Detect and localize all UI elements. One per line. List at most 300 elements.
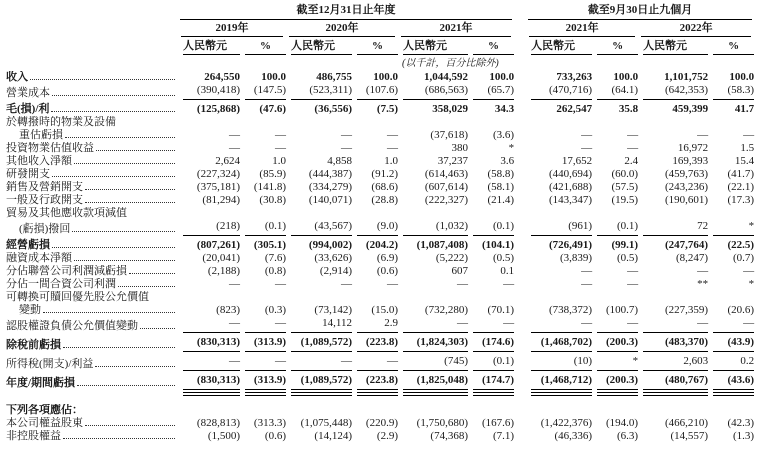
- value-text: (227,359): [664, 304, 709, 316]
- value-cell: [352, 252, 398, 265]
- column-gap: [514, 265, 526, 278]
- value-cell: [468, 265, 514, 278]
- value-cell: [526, 304, 592, 317]
- value-text: (14,557): [670, 430, 709, 442]
- value-cell: [240, 371, 286, 390]
- value-text: *: [508, 142, 515, 154]
- value-text: —: [229, 129, 240, 141]
- rmb-header: 人民幣元: [638, 37, 708, 55]
- row-label: [6, 220, 178, 236]
- value-cell: [592, 304, 638, 317]
- value-text: (20,041): [202, 252, 240, 264]
- double-rule: [531, 392, 592, 396]
- table-row: [6, 129, 754, 142]
- value-text: 262,547: [556, 103, 593, 115]
- value-text: —: [341, 142, 352, 154]
- value-cell: [468, 181, 514, 194]
- value-text: (828,813): [196, 417, 240, 429]
- value-cell: [398, 142, 468, 155]
- value-cell: [398, 236, 468, 252]
- row-label-text: 一般及行政開支: [6, 194, 83, 206]
- value-text: —: [643, 317, 708, 333]
- value-cell: [398, 220, 468, 236]
- value-text: 1,101,752: [664, 71, 709, 83]
- value-text: (58.1): [487, 181, 515, 193]
- value-cell: [526, 129, 592, 142]
- column-gap: [514, 317, 526, 333]
- value-text: (1,032): [403, 220, 468, 236]
- row-label-text: 分佔一間合資公司利潤: [6, 278, 116, 290]
- row-label-text: 變動: [19, 304, 41, 316]
- value-cell: [708, 129, 754, 142]
- row-label-text: 融資成本淨額: [6, 252, 72, 264]
- value-text: (8,247): [675, 252, 709, 264]
- leader-dots: [43, 311, 175, 313]
- leader-dots: [77, 384, 175, 386]
- value-text: (0.1): [473, 352, 514, 371]
- value-cell: [352, 129, 398, 142]
- value-text: (243,236): [664, 181, 709, 193]
- value-cell: [708, 142, 754, 155]
- column-gap: [514, 55, 526, 71]
- value-cell: [352, 84, 398, 100]
- value-text: (483,370): [643, 333, 708, 352]
- value-cell: [592, 194, 638, 207]
- column-gap: [514, 390, 526, 397]
- value-text: (20.6): [727, 304, 755, 316]
- value-cell: [708, 71, 754, 84]
- value-cell: [592, 430, 638, 443]
- value-text: (0.1): [245, 220, 286, 236]
- value-text: (1,468,712): [531, 371, 592, 390]
- value-text: 264,550: [204, 71, 240, 83]
- table-row: [6, 352, 754, 371]
- value-cell: [240, 142, 286, 155]
- value-text: (7.6): [264, 252, 286, 264]
- value-text: (0.5): [492, 252, 515, 264]
- value-cell: [526, 71, 592, 84]
- value-text: —: [387, 278, 398, 290]
- value-cell: [286, 417, 352, 430]
- value-text: 100.0: [489, 71, 515, 83]
- value-cell: [468, 168, 514, 181]
- value-text: (0.3): [264, 304, 286, 316]
- spacer-row: [6, 397, 754, 404]
- value-cell: [352, 220, 398, 236]
- value-cell: [708, 84, 754, 100]
- value-cell: [592, 417, 638, 430]
- value-text: (313.9): [245, 371, 286, 390]
- double-rule-cell: [526, 390, 592, 397]
- row-label-text: (虧損)撥回: [19, 223, 71, 235]
- value-text: 733,263: [556, 71, 593, 83]
- value-text: (1.3): [732, 430, 755, 442]
- value-text: 100.0: [729, 71, 755, 83]
- value-cell: [352, 430, 398, 443]
- value-text: (726,491): [548, 239, 593, 251]
- value-cell: [352, 417, 398, 430]
- value-cell: [178, 129, 240, 142]
- value-cell: [708, 417, 754, 430]
- table-row: [6, 84, 754, 100]
- value-text: (222,327): [424, 194, 468, 206]
- row-label: [6, 236, 178, 252]
- value-cell: [286, 84, 352, 100]
- value-cell: [468, 129, 514, 142]
- value-text: —: [275, 129, 286, 141]
- value-text: (1,468,702): [531, 333, 592, 352]
- leader-dots: [85, 201, 175, 203]
- value-cell: [526, 168, 592, 181]
- row-label: 貿易及其他應收款項減值: [6, 207, 127, 219]
- value-cell: [398, 71, 468, 84]
- value-cell: [178, 236, 240, 252]
- row-label: [6, 181, 178, 194]
- value-text: 2,624: [215, 155, 240, 167]
- value-text: (10): [531, 352, 592, 371]
- value-cell: [286, 220, 352, 236]
- value-cell: [526, 84, 592, 100]
- value-text: (440,694): [548, 168, 593, 180]
- leader-dots: [118, 285, 175, 287]
- currency-header-row: [6, 37, 754, 55]
- group-header-annual-label: 截至12月31日止年度: [180, 4, 512, 20]
- value-text: (2.9): [376, 430, 398, 442]
- row-label-text: 毛(損)/利: [6, 103, 50, 115]
- row-label-text: 所得稅(開支)/利益: [6, 358, 94, 370]
- year-header-2021-9m: 2021年: [526, 20, 638, 37]
- value-text: —: [341, 129, 352, 141]
- value-cell: [240, 155, 286, 168]
- value-cell: [708, 252, 754, 265]
- row-label: [6, 129, 178, 142]
- double-rule-cell: [708, 390, 754, 397]
- value-text: (0.6): [264, 430, 286, 442]
- value-text: —: [229, 142, 240, 154]
- row-label-text: 重估虧損: [19, 129, 63, 141]
- value-text: (204.2): [365, 239, 398, 251]
- value-cell: [286, 168, 352, 181]
- value-text: (334,279): [308, 181, 352, 193]
- double-rule: [291, 392, 352, 396]
- value-cell: [708, 304, 754, 317]
- row-label-text: 年度/期間虧損: [6, 377, 76, 389]
- value-cell: [352, 333, 398, 352]
- double-rule: [245, 392, 286, 396]
- leader-dots: [72, 230, 175, 232]
- row-label-text: 本公司權益股東: [6, 417, 83, 429]
- value-text: (830,313): [183, 371, 240, 390]
- value-text: (994,002): [308, 239, 352, 251]
- value-cell: [526, 220, 592, 236]
- value-text: **: [697, 278, 709, 290]
- column-gap: [514, 37, 526, 55]
- label-row: [6, 291, 754, 304]
- leader-dots: [63, 346, 175, 348]
- value-text: (43.6): [713, 371, 754, 390]
- double-rule-cell: [638, 390, 708, 397]
- column-gap: [514, 352, 526, 371]
- value-cell: [240, 236, 286, 252]
- value-cell: [638, 142, 708, 155]
- value-text: 41.7: [734, 103, 755, 115]
- value-cell: [638, 194, 708, 207]
- value-cell: [286, 430, 352, 443]
- value-cell: [178, 100, 240, 116]
- value-text: (390,418): [183, 84, 240, 100]
- value-cell: [468, 317, 514, 333]
- table-row: [6, 220, 754, 236]
- column-gap: [514, 84, 526, 100]
- value-cell: [398, 129, 468, 142]
- row-label-text: 銷售及營銷開支: [6, 181, 83, 193]
- value-cell: [526, 252, 592, 265]
- double-rule-cell: [468, 390, 514, 397]
- value-cell: [592, 71, 638, 84]
- value-cell: [240, 417, 286, 430]
- row-label: [6, 304, 178, 317]
- value-text: 358,029: [432, 103, 468, 115]
- value-text: (22.1): [727, 181, 755, 193]
- value-text: (1,089,572): [291, 333, 352, 352]
- value-cell: [398, 304, 468, 317]
- value-cell: [178, 155, 240, 168]
- value-text: (1,422,376): [540, 417, 593, 429]
- value-cell: [708, 317, 754, 333]
- pct-header: %: [708, 37, 754, 55]
- section-label: 下列各項應佔：: [6, 404, 83, 416]
- value-cell: [708, 100, 754, 116]
- row-label-text: 收入: [6, 71, 28, 83]
- table-row: [6, 168, 754, 181]
- value-text: (140,071): [308, 194, 352, 206]
- value-cell: [398, 168, 468, 181]
- value-cell: [352, 168, 398, 181]
- value-cell: [240, 220, 286, 236]
- value-text: —: [183, 317, 240, 333]
- value-text: (74,368): [430, 430, 468, 442]
- label-row: [6, 116, 754, 129]
- value-cell: [352, 352, 398, 371]
- value-text: (807,261): [196, 239, 240, 251]
- value-text: (147.5): [245, 84, 286, 100]
- value-cell: [240, 333, 286, 352]
- value-text: (2,914): [319, 265, 352, 277]
- value-cell: [286, 71, 352, 84]
- value-text: 4,858: [327, 155, 352, 167]
- value-cell: [526, 265, 592, 278]
- row-label: [6, 317, 178, 333]
- value-cell: [638, 100, 708, 116]
- value-cell: [592, 100, 638, 116]
- column-gap: [514, 278, 526, 291]
- value-cell: [526, 352, 592, 371]
- value-cell: [592, 252, 638, 265]
- row-label: [6, 333, 178, 352]
- column-gap: [514, 129, 526, 142]
- value-text: (223.8): [357, 371, 398, 390]
- group-header-interim-label: 截至9月30日止九個月: [528, 4, 752, 20]
- value-cell: [638, 252, 708, 265]
- value-cell: [286, 236, 352, 252]
- value-text: (313.3): [253, 417, 286, 429]
- value-cell: [468, 155, 514, 168]
- table-row: [6, 417, 754, 430]
- value-cell: [352, 236, 398, 252]
- value-text: (30.8): [259, 194, 286, 206]
- value-text: 34.3: [494, 103, 515, 115]
- value-text: 1.0: [272, 155, 286, 167]
- column-gap: [514, 252, 526, 265]
- value-cell: [178, 142, 240, 155]
- value-cell: [286, 181, 352, 194]
- leader-dots: [95, 365, 175, 367]
- leader-dots: [74, 259, 175, 261]
- value-text: (6.9): [376, 252, 398, 264]
- value-cell: [468, 352, 514, 371]
- value-cell: [526, 430, 592, 443]
- value-text: (732,280): [424, 304, 468, 316]
- value-cell: [178, 71, 240, 84]
- value-cell: [468, 304, 514, 317]
- value-cell: [592, 317, 638, 333]
- row-label: [6, 417, 178, 430]
- value-cell: [286, 265, 352, 278]
- value-text: (5,222): [435, 252, 468, 264]
- row-label: [6, 142, 178, 155]
- value-cell: [638, 278, 708, 291]
- value-text: (167.6): [481, 417, 515, 429]
- value-text: —: [697, 129, 709, 141]
- year-header-2021: 2021年: [398, 20, 514, 37]
- value-text: (745): [403, 352, 468, 371]
- value-cell: [468, 252, 514, 265]
- value-text: —: [357, 352, 398, 371]
- value-cell: [286, 278, 352, 291]
- value-text: (17.3): [727, 194, 755, 206]
- leader-dots: [85, 188, 175, 190]
- double-rule-cell: [178, 390, 240, 397]
- value-cell: [708, 155, 754, 168]
- value-text: (14,124): [314, 430, 352, 442]
- value-cell: [240, 181, 286, 194]
- value-text: (73,142): [314, 304, 352, 316]
- value-cell: [526, 142, 592, 155]
- table-row: [6, 304, 754, 317]
- value-text: (421,688): [548, 181, 593, 193]
- value-text: 0.1: [500, 265, 515, 277]
- value-text: —: [627, 142, 639, 154]
- value-text: (194.0): [605, 417, 639, 429]
- row-label-text: 非控股權益: [6, 430, 61, 442]
- value-cell: [526, 100, 592, 116]
- value-text: (0.7): [732, 252, 755, 264]
- value-cell: [398, 155, 468, 168]
- value-text: (43,567): [291, 220, 352, 236]
- value-cell: [178, 168, 240, 181]
- value-cell: [240, 278, 286, 291]
- value-text: (174.7): [473, 371, 514, 390]
- value-cell: [240, 194, 286, 207]
- value-cell: [592, 142, 638, 155]
- value-text: (305.1): [253, 239, 286, 251]
- value-text: (227,324): [196, 168, 240, 180]
- value-text: (313.9): [245, 333, 286, 352]
- value-cell: [592, 155, 638, 168]
- value-text: (57.5): [611, 181, 639, 193]
- value-text: 0.2: [713, 352, 754, 371]
- value-text: (523,311): [291, 84, 352, 100]
- value-cell: [398, 278, 468, 291]
- value-text: (22.5): [727, 239, 755, 251]
- value-cell: [592, 84, 638, 100]
- value-cell: [638, 155, 708, 168]
- value-text: (738,372): [548, 304, 593, 316]
- value-cell: [178, 220, 240, 236]
- value-cell: [178, 333, 240, 352]
- value-cell: [240, 84, 286, 100]
- value-cell: [526, 278, 592, 291]
- value-cell: [286, 194, 352, 207]
- value-text: —: [403, 317, 468, 333]
- value-cell: [592, 129, 638, 142]
- value-text: (614,463): [424, 168, 468, 180]
- value-text: (65.7): [473, 84, 514, 100]
- value-cell: [468, 220, 514, 236]
- value-text: (1,824,303): [403, 333, 468, 352]
- value-text: —: [581, 278, 593, 290]
- row-label-text: 投資物業估值收益: [6, 142, 94, 154]
- rmb-header: 人民幣元: [526, 37, 592, 55]
- value-cell: [592, 220, 638, 236]
- value-text: (19.5): [611, 194, 639, 206]
- value-text: 35.8: [618, 103, 639, 115]
- double-rule: [403, 392, 468, 396]
- value-text: —: [229, 278, 240, 290]
- value-cell: [286, 252, 352, 265]
- value-cell: [468, 278, 514, 291]
- row-label: [6, 100, 178, 116]
- value-text: (470,716): [531, 84, 592, 100]
- double-rule-cell: [592, 390, 638, 397]
- group-header-annual: [178, 4, 514, 20]
- value-text: (466,210): [664, 417, 709, 429]
- value-cell: [286, 352, 352, 371]
- row-label: [6, 265, 178, 278]
- value-cell: [398, 352, 468, 371]
- leader-dots: [63, 437, 175, 439]
- value-cell: [178, 371, 240, 390]
- value-cell: [398, 100, 468, 116]
- value-text: (70.1): [487, 304, 515, 316]
- value-cell: [178, 278, 240, 291]
- value-text: (686,563): [403, 84, 468, 100]
- value-cell: [638, 333, 708, 352]
- leader-dots: [129, 272, 175, 274]
- value-text: *: [597, 352, 638, 371]
- value-text: (190,601): [664, 194, 709, 206]
- value-cell: [526, 194, 592, 207]
- value-text: *: [713, 220, 754, 236]
- value-cell: [398, 333, 468, 352]
- rmb-header: 人民幣元: [286, 37, 352, 55]
- leader-dots: [74, 162, 175, 164]
- value-text: (47.6): [259, 103, 286, 115]
- value-text: 16,972: [677, 142, 709, 154]
- label-row: [6, 207, 754, 220]
- value-text: —: [743, 265, 755, 277]
- value-cell: [352, 142, 398, 155]
